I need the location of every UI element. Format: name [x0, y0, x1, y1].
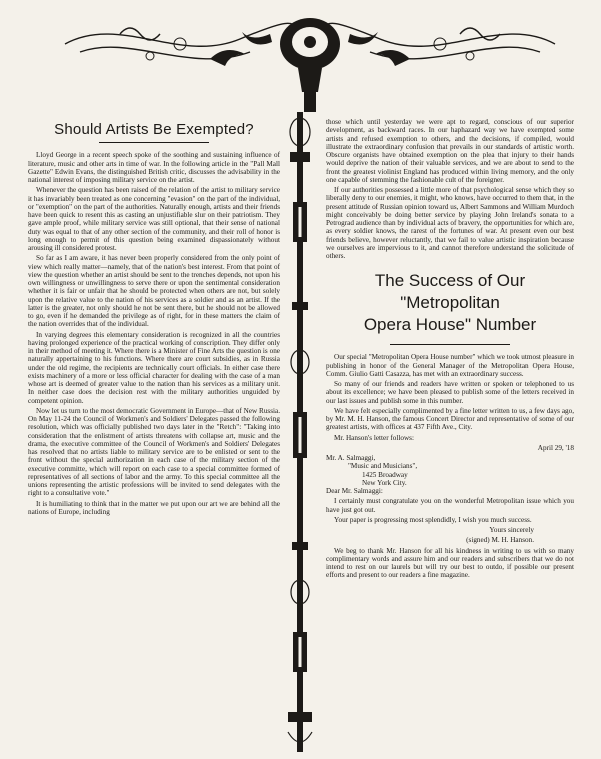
paragraph: We beg to thank Mr. Hanson for all his kindness in writing to us with so many complimentary words and assure him and our readers and subscribers that we do not intend to rest on our laurels but will try our best to outdo, if possible our present efforts and present to our readers a fine magazine.	[326, 546, 574, 580]
title-rule	[99, 142, 209, 143]
paragraph: Mr. Hanson's letter follows:	[334, 433, 414, 442]
paragraph: Our special "Metropolitan Opera House number" which we took utmost pleasure in publishing in honor of the General Manager of the Metropolitan Opera House, Comm. Giulio Gatti Casazza, has met with an extraordinary success.	[326, 353, 575, 378]
article-title-artists-exempted: Should Artists Be Exempted?	[54, 121, 254, 138]
ornamental-header-art	[60, 4, 560, 116]
paragraph: Whenever the question has been raised of the relation of the artist to military service it has invariably been treated as one concerning "evasion" on the part of the individual, or "exemption" on the part of the authorities. Naturally enough, artists and their friends have been quick to resent this as casting an unjustifiable slur on their patriotism. They gave ample proof, while military service was still optional, that their sense of national duty was equal to that of any other section of the community, and their roll of honor is long enough to permit of this question being examined dispassionately without arousing ill considered protest.	[28, 186, 280, 252]
left-column	[28, 118, 280, 518]
paragraph: We have felt especially complimented by a fine letter written to us, a few days ago, by Mr. M. H. Hanson, the famous Concert Director and representative of some of our greatest artists, with offices at 437 Fifth Ave., City.	[326, 406, 574, 432]
paragraph: If our authorities possessed a little more of that psychological sense which they so liberally deny to our enemies, it might, who knows, have occurred to them that, in the present attitude of Russian opinion toward us, Albert Sammons and William Murdoch might conceivably be doing better service by playing John Ireland's sonata to a Petrograd audience than by individual acts of bravery, the opportunities for which are, as every soldier knows, the rarest of the fortunes of war. At present even our best friends believe, however reluctantly, that we fail to value artistic inspiration because we ourselves are impervious to it, and cannot therefore understand the solicitude of others.	[326, 186, 574, 260]
paragraph: So far as I am aware, it has never been properly considered from the only point of view which really matter—namely, that of the nation's best interest. From that point of view the question whether an artist should be sent to the trenches depends, not upon his own willingness or unwillingness to serve there or upon the sentimental consideration whether it is fair or unfair that he should be protected when others are not, but solely upon the relative value to the nation of his services as a soldier and as an artist. If the latter is the greater, not only should he not be sent there, but he should not be allowed to go, even if he demanded the privilege as of right, for in these matters the claim of the nation overrides that of the individual.	[28, 254, 280, 329]
ornamental-column-divider	[284, 112, 316, 752]
paragraph: So many of our friends and readers have written or spoken or telephoned to us about its excellence; we have been pleased to publish some of the letters received in our last issues and publish some in this number.	[326, 380, 574, 405]
letter-signature: (signed) M. H. Hanson.	[466, 536, 534, 545]
paragraph: those which until yesterday we were apt to regard, conscious of our superior development, as backward races. In our haphazard way we have exempted some artists and refused exemption to others, and the decisions, if compiled, would illustrate the extraordinary confusion that prevails in our standards of artistic worth. Obscure organists have obtained exemption on the plea that injury to their hands would deprive the nation of their valuable services, and we are about to send to the front the greatest violinist England has produced within living memory, and the only one capable of stemming the fashionable cult of the foreigner.	[326, 118, 574, 184]
paragraph: It is humiliating to think that in the matter we put upon our art we are behind all the nations of Europe, including	[28, 499, 280, 516]
address-line: New York City.	[362, 478, 407, 487]
paragraph: In varying degrees this elementary consideration is recognized in all the countries having prolonged experience of the practical working of conscription. They differ only in their method of meeting it. Where there is a Minister of Fine Arts the question is one naturally appertaining to his functions. Where there are court subsidies, as in Russia under the old regime, the recipients are technically court officials. In either case there exists machinery of a more or less official character for dealing with the case of a man whose art is deemed of greater value to the nation than his services as a military unit. In neither case does the decision rest with the military authorities unguided by competent opinion.	[28, 330, 280, 405]
letter-date: April 29, '18	[537, 443, 574, 452]
address-line: Mr. A. Salmaggi,	[326, 454, 376, 462]
right-column	[326, 118, 574, 582]
letter-body: I certainly must congratulate you on the wonderful Metropolitan issue which you have just got out.	[326, 497, 574, 514]
title-line: The Success of Our "Metropolitan	[374, 271, 526, 313]
paragraph: Now let us turn to the most democratic Government in Europe—that of New Russia. On May 11-24 the Council of Workmen's and Soldiers' Delegates passed the following resolution, which was officially published two days later in the "Retch": "Taking into consideration that the enlistment of artists threatens with collapse art, music and the drama, the executive committee of the Council of Workmen's and Soldiers' Delegates has resolved that no artists liable to military service are to be enlisted or sent to the front without the special authorization in each case of the military section of the executive committe, which will report on each case to a special committee formed of representatives of all sections of labor and the army. To this special committee all the unions representing the artistic professions will be invited to send delegates with the right to a consultative vote."	[28, 406, 280, 498]
letter-closing: Yours sincerely	[489, 526, 534, 534]
letter-body: Your paper is progressing most splendidly, I wish you much success.	[334, 515, 532, 524]
letter-address	[326, 454, 574, 487]
address-line: 1425 Broadway	[362, 470, 408, 479]
title-rule	[390, 344, 510, 345]
paragraph: Lloyd George in a recent speech spoke of the soothing and sustaining influence of literature, music and other arts in time of war. In the following article in the "Pall Mall Gazette" Edwin Evans, the distinguished British critic, discusses the advisability in the national interest of imposing military service on the artist.	[28, 151, 280, 184]
address-line: "Music and Musicians",	[348, 462, 418, 471]
letter-salutation: Dear Mr. Salmaggi:	[326, 487, 383, 495]
title-line: Opera House" Number	[363, 315, 537, 335]
article-title-metropolitan-number	[326, 270, 574, 336]
